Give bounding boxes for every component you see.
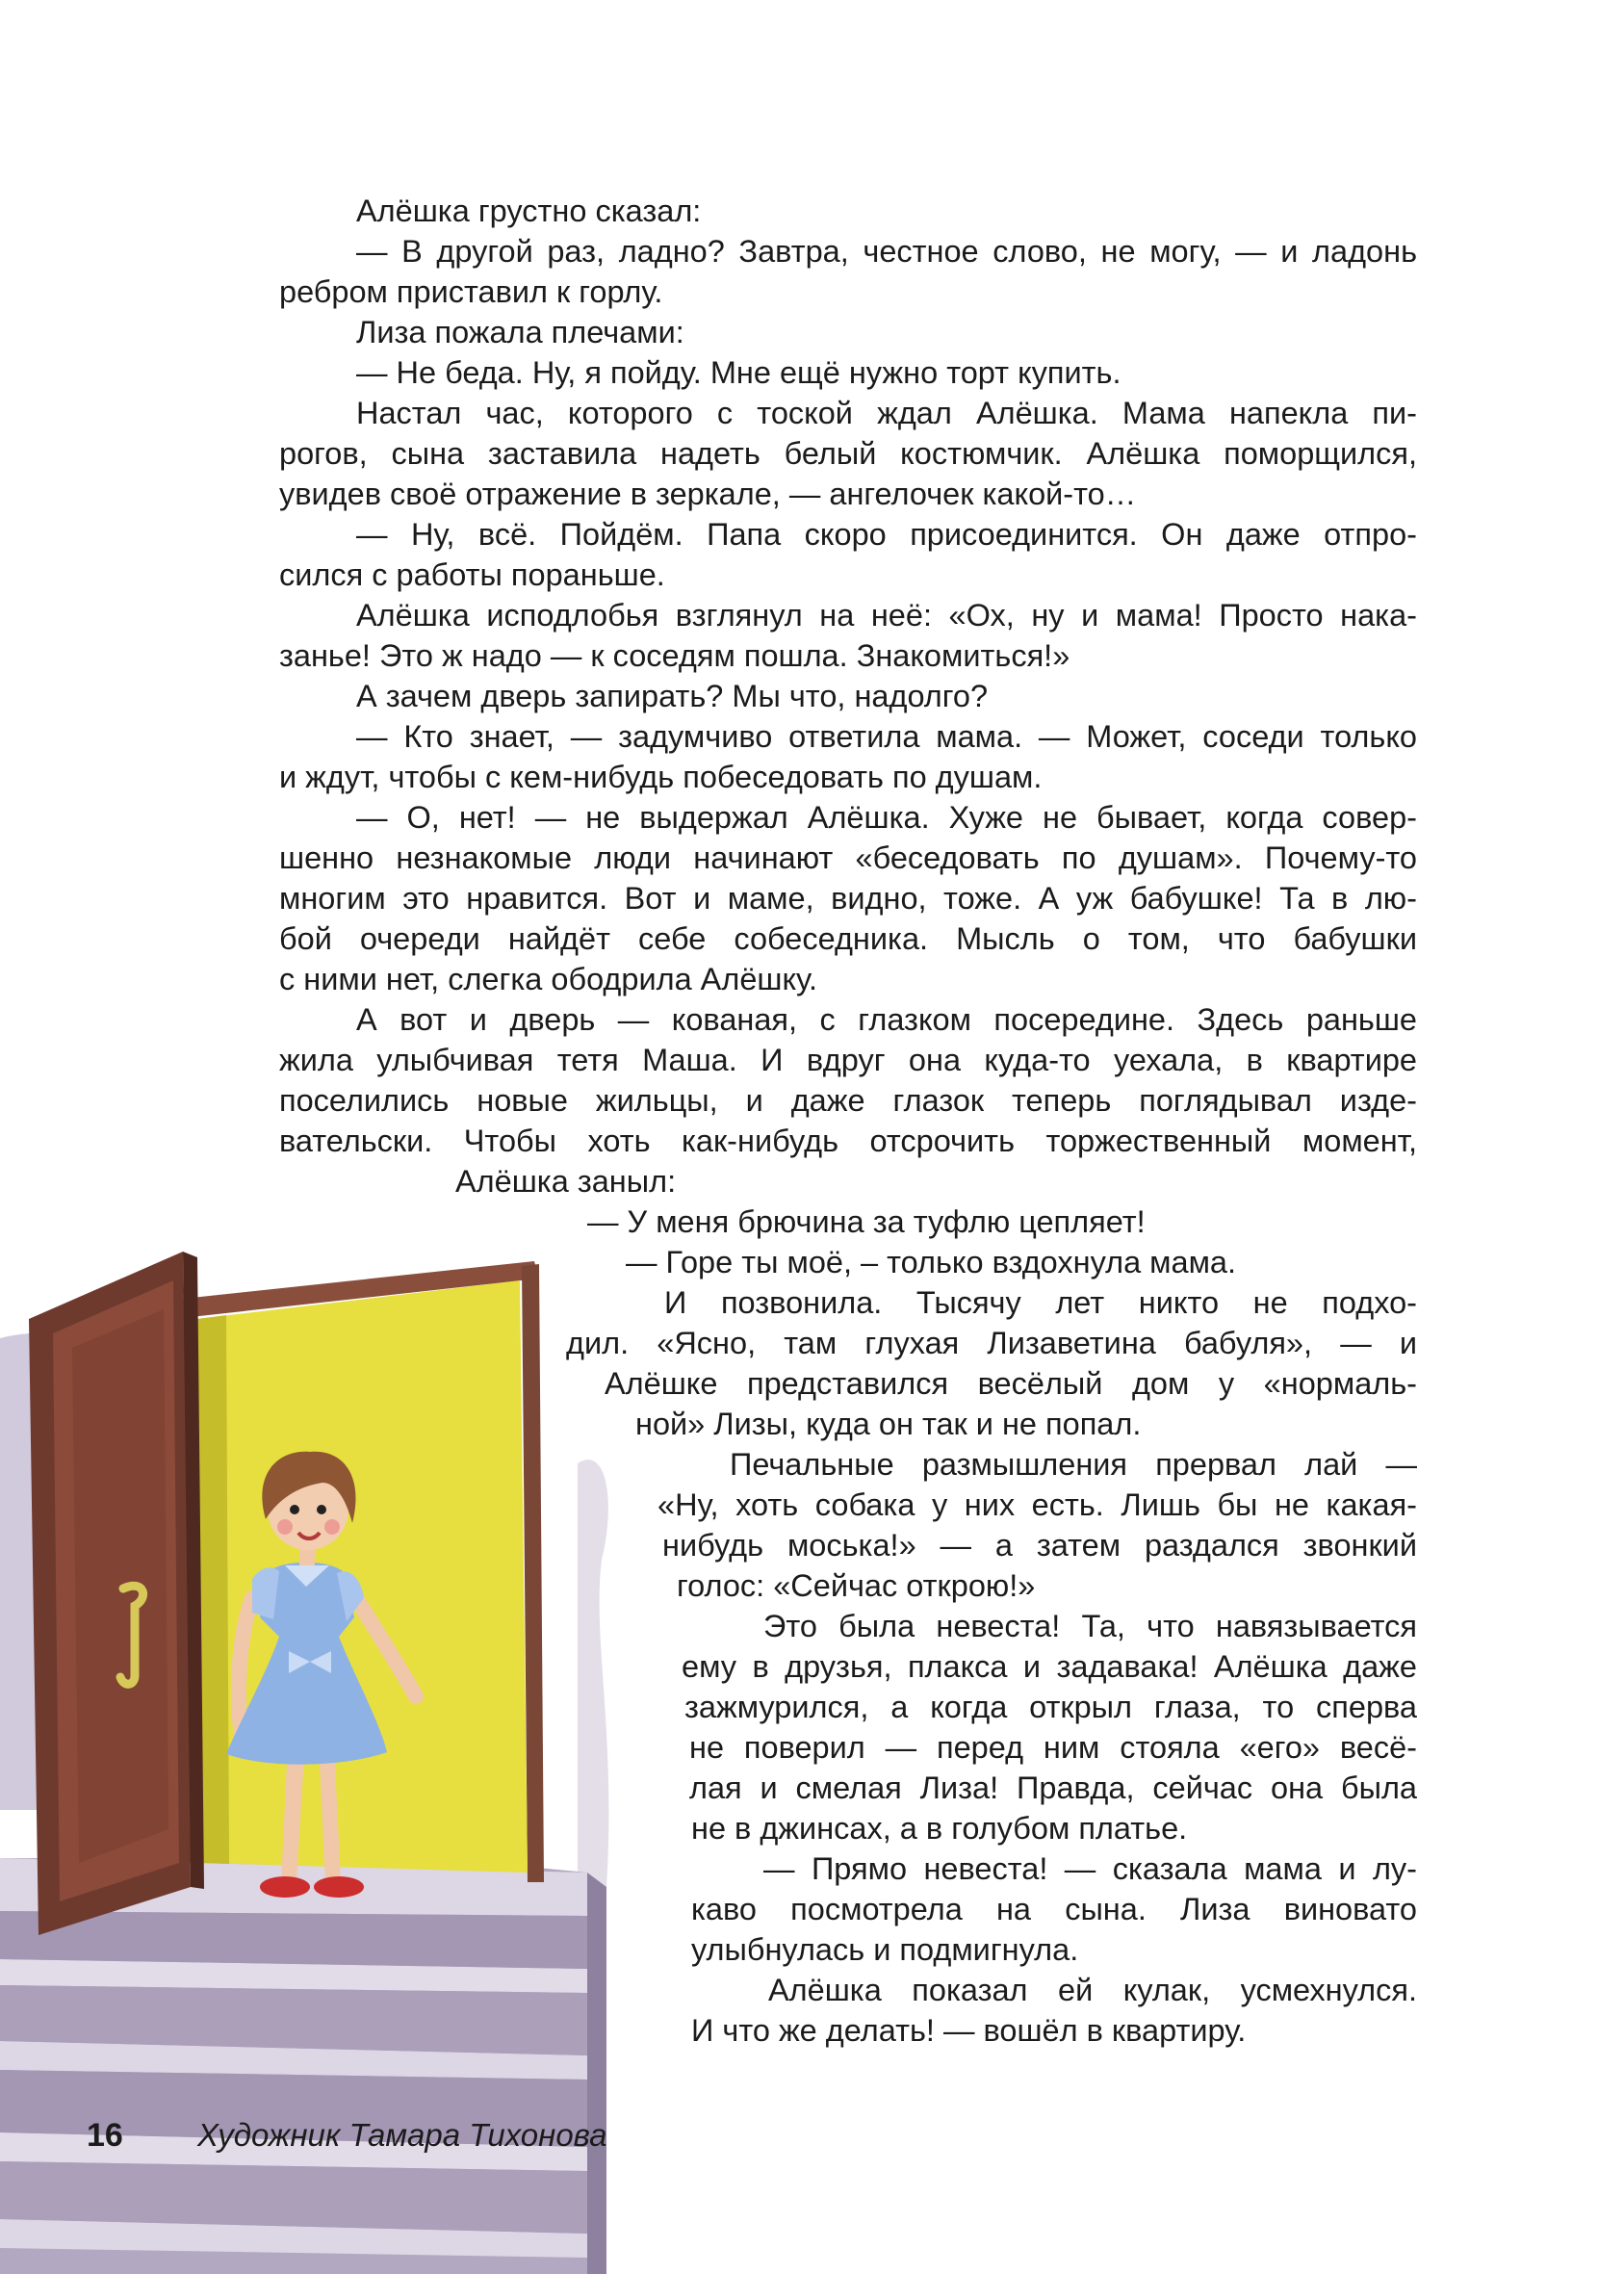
text-line: Алёшка заныл:: [455, 1164, 677, 1199]
text-line: И позвонила. Тысячу лет никто не подхо-: [664, 1285, 1417, 1320]
text-line: — Кто знает, — задумчиво ответила мама. — Может, соседи только: [356, 719, 1417, 754]
text-line: вательски. Чтобы хоть как-нибудь отсрочить торжественный момент,: [279, 1124, 1417, 1158]
text-line: голос: «Сейчас открою!»: [677, 1568, 1036, 1603]
text-line: занье! Это ж надо — к соседям пошла. Знакомиться!»: [279, 638, 1070, 673]
text-line: И что же делать! — вошёл в квартиру.: [691, 2013, 1247, 2048]
text-line: ной» Лизы, куда он так и не попал.: [635, 1407, 1142, 1441]
illustrator-credit: Художник Тамара Тихонова: [197, 2117, 607, 2153]
text-line: Лиза пожала плечами:: [356, 315, 684, 349]
door-panel: [29, 1252, 204, 1935]
text-line: жила улыбчивая тетя Маша. И вдруг она куда-то уехала, в квартире: [279, 1043, 1417, 1077]
text-line: — Прямо невеста! — сказала мама и лу-: [763, 1851, 1417, 1886]
text-line: Алёшка грустно сказал:: [356, 194, 702, 228]
text-line: сился с работы пораньше.: [279, 557, 665, 592]
text-line: поселились новые жильцы, и даже глазок теперь поглядывал изде-: [279, 1083, 1417, 1118]
text-line: бой очереди найдёт себе собеседника. Мысль о том, что бабушки: [279, 921, 1417, 956]
text-line: не поверил — перед ним стояла «его» весё-: [689, 1730, 1417, 1765]
text-line: зажмурился, а когда открыл глаза, то сперва: [684, 1690, 1417, 1724]
page-number: 16: [87, 2117, 123, 2154]
text-line: Алёшка исподлобья взглянул на неё: «Ох, ну и мама! Просто нака-: [356, 598, 1417, 633]
text-line: — Ну, всё. Пойдём. Папа скоро присоединится. Он даже отпро-: [356, 517, 1417, 552]
text-line: — Горе ты моё, – только вздохнула мама.: [626, 1245, 1237, 1279]
text-line: Печальные размышления прервал лай —: [730, 1447, 1417, 1482]
text-line: Настал час, которого с тоской ждал Алёшка. Мама напекла пи-: [356, 396, 1417, 430]
text-line: — У меня брючина за туфлю цепляет!: [587, 1204, 1146, 1239]
text-line: и ждут, чтобы с кем-нибудь побеседовать по душам.: [279, 760, 1043, 794]
text-line: Это была невеста! Та, что навязывается: [763, 1609, 1417, 1643]
text-line: — О, нет! — не выдержал Алёшка. Хуже не бывает, когда совер-: [356, 800, 1417, 835]
text-line: шенно незнакомые люди начинают «беседовать по душам». Почему-то: [279, 840, 1417, 875]
text-line: «Ну, хоть собака у них есть. Лишь бы не какая-: [657, 1487, 1417, 1522]
text-line: Алёшке представился весёлый дом у «нормаль-: [605, 1366, 1417, 1401]
text-line: ему в друзья, плакса и задавака! Алёшка даже: [682, 1649, 1417, 1684]
text-line: — Не беда. Ну, я пойду. Мне ещё нужно торт купить.: [356, 355, 1121, 390]
text-line: нибудь моська!» — а затем раздался звонкий: [662, 1528, 1417, 1563]
text-line: увидев своё отражение в зеркале, — ангелочек какой-то…: [279, 477, 1137, 511]
wall-wash-right: [578, 1460, 608, 1887]
text-line: А вот и дверь — кованая, с глазком посередине. Здесь раньше: [356, 1002, 1417, 1037]
text-line: ребром приставил к горлу.: [279, 274, 663, 309]
text-line: многим это нравится. Вот и маме, видно, тоже. А уж бабушке! Та в лю-: [279, 881, 1417, 916]
stairs: [0, 1858, 606, 2274]
text-line: лая и смелая Лиза! Правда, сейчас она была: [689, 1770, 1417, 1805]
text-line: рогов, сына заставила надеть белый костюмчик. Алёшка поморщился,: [279, 436, 1417, 471]
text-line: А зачем дверь запирать? Мы что, надолго?: [356, 679, 989, 713]
text-line: с ними нет, слегка ободрила Алёшку.: [279, 962, 818, 996]
text-line: не в джинсах, а в голубом платье.: [691, 1811, 1188, 1846]
text-line: улыбнулась и подмигнула.: [691, 1932, 1079, 1967]
text-line: каво посмотрела на сына. Лиза виновато: [691, 1892, 1417, 1926]
text-line: — В другой раз, ладно? Завтра, честное слово, не могу, — и ладонь: [356, 234, 1417, 269]
text-line: дил. «Ясно, там глухая Лизаветина бабуля», — и: [566, 1326, 1417, 1360]
doorway-light: [197, 1280, 528, 1873]
text-line: Алёшка показал ей кулак, усмехнулся.: [768, 1973, 1417, 2007]
